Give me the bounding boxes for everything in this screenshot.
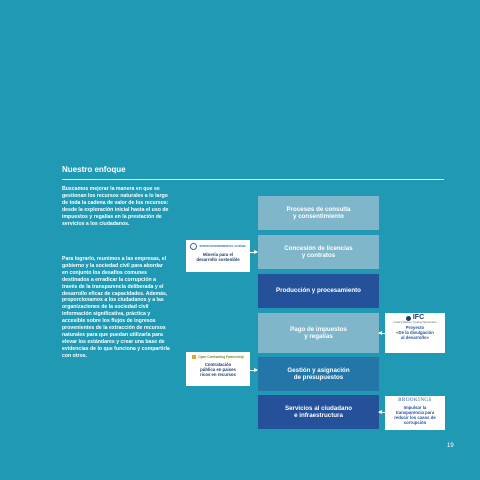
partner-caption: Contratación pública en países ricos en recursos [200,361,236,377]
connector-arrow [250,370,257,371]
approach-paragraph: Para lograrlo, reunimos a las empresas, el gobierno y la sociedad civil para abordar en conjunto los desafíos comunes destinados a erradicar la corrupción a través de la transparencia deliberada y el desarrollo eficaz de capacidades. Además, proporcionamos a los ciudadanos y a las organizaciones de la sociedad civil información significativa, práctica y accesible sobre los flujos de ingresos provenientes de la extracción de recursos naturales para que puedan utilizarla para elevar los estándares y crear una base de evidencias de lo que funciona y compartirla con otros. [62,256,170,359]
page-number: 19 [447,443,454,449]
globe-icon [190,243,197,250]
partner-card-ocp [186,352,250,386]
partner-card-ifc [385,313,445,353]
value-chain-step: Gestión y asignación de presupuestos [258,357,379,391]
partner-caption: Impulsar la transparencia para reducir los casos de corrupción [394,404,436,425]
value-chain-step: Servicios al ciudadano e infraestructura [258,395,379,429]
value-chain-step: Producción y procesamiento [258,274,379,308]
value-chain-step: Pago de impuestos y regalías [258,313,379,353]
heading-rule [62,179,444,180]
connector-arrow [379,333,385,334]
partner-card-brookings [385,396,445,430]
ifc-tagline: Creating Markets, Creating Opportunities [393,321,437,324]
partner-card-igf [186,240,250,272]
brookings-logo: BROOKINGS [398,398,432,403]
value-chain-step: Procesos de consulta y consentimiento [258,196,379,230]
partner-caption: Proyecto «De la divulgación al desarrollo» [396,325,434,340]
connector-arrow [379,412,385,413]
section-heading: Nuestro enfoque [62,165,126,174]
value-chain-step: Concesión de licencias y contratos [258,235,379,269]
partner-caption: Minería para el desarrollo sostenible [196,252,240,262]
ocp-mark-icon [192,355,196,359]
igf-logo: INTERGOVERNMENTAL FORUM [189,243,247,250]
connector-arrow [250,252,257,253]
ocp-logo: Open Contracting Partnership [189,355,247,360]
ifc-logo: IFC [388,316,442,321]
intro-paragraph: Buscamos mejorar la manera en que se gestionan los recursos naturales a lo largo de toda la cadena de valor de los recursos: desde la exploración inicial hasta el uso de impuestos y regalías en la prestación de servicios a los ciudadanos. [62,186,169,227]
